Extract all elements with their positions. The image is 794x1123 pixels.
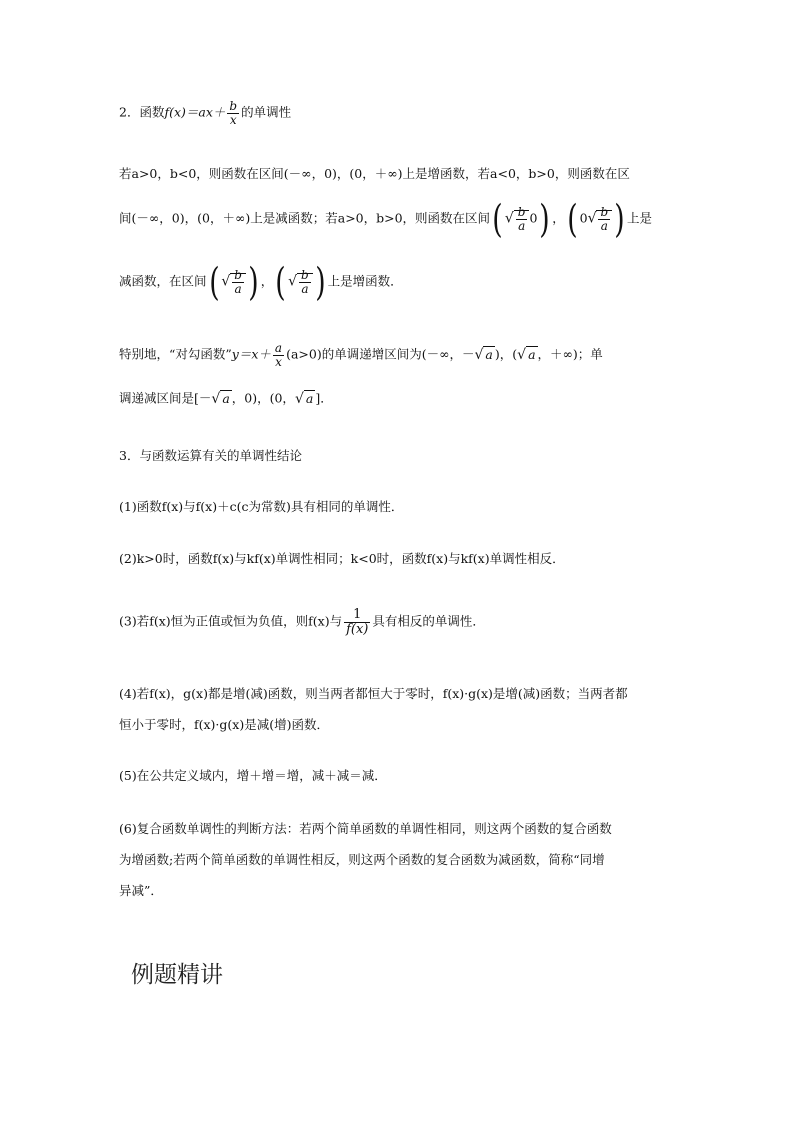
right-paren: ) xyxy=(248,260,259,304)
item-5: (5)在公共定义域内，增＋增＝增，减＋减＝减． xyxy=(119,768,387,783)
section-3-title: 3．与函数运算有关的单调性结论 xyxy=(119,448,302,463)
line-text: 减函数，在区间 xyxy=(119,273,207,289)
separator: ， xyxy=(552,210,565,226)
line-text: 特别地，“对勾函数” xyxy=(119,346,232,362)
item-6-line-1: (6)复合函数单调性的判断方法：若两个简单函数的单调性相同，则这两个函数的复合函数 xyxy=(119,821,612,836)
sqrt-numerator: b xyxy=(600,204,609,219)
paragraph-1-line-1: 若a>0，b<0，则函数在区间(－∞，0)，(0，＋∞)上是增函数，若a<0，b>0，则函数在区 xyxy=(119,166,630,181)
sqrt-numerator: b xyxy=(517,204,526,219)
line-text: 间(－∞，0)，(0，＋∞)上是减函数；若a>0，b>0，则函数在区间 xyxy=(119,210,491,226)
line-text: (3)若f(x)恒为正值或恒为负值，则f(x)与 xyxy=(119,613,343,629)
hook-function-expression: y＝x＋ xyxy=(231,346,271,362)
item-1: (1)函数f(x)与f(x)＋c(c为常数)具有相同的单调性． xyxy=(119,499,404,514)
sqrt-b-over-a: √ $\frac{b}{a}$ xyxy=(588,206,613,232)
fraction-b-over-x xyxy=(227,100,239,126)
fraction-a-over-x xyxy=(273,342,284,368)
left-paren: ( xyxy=(275,260,286,304)
line-text: 上是 xyxy=(627,210,653,226)
fraction-numerator: b xyxy=(229,99,238,113)
paragraph-1-line-3 xyxy=(119,260,403,304)
right-paren: ) xyxy=(314,260,326,304)
right-paren: ) xyxy=(539,197,551,241)
sqrt-numerator: b xyxy=(301,267,309,282)
line-text: )，( xyxy=(494,346,518,362)
sqrt-denominator: a xyxy=(598,219,610,233)
sqrt-radicand: a xyxy=(305,391,314,406)
separator: ， xyxy=(260,273,274,289)
fraction-denominator: x xyxy=(227,113,239,127)
sqrt-b-over-a: √ $\frac{b}{a}$ xyxy=(221,269,246,295)
sqrt-a: √ a xyxy=(211,391,230,407)
section-2-label: 2．函数 xyxy=(119,104,165,120)
fraction-denominator: x xyxy=(273,355,284,369)
left-paren: ( xyxy=(208,260,220,304)
fraction-numerator: a xyxy=(274,341,283,355)
interval-start: 0 xyxy=(579,210,588,226)
line-text: 调递减区间是[－ xyxy=(119,390,212,406)
section-2-suffix: 的单调性 xyxy=(241,104,292,120)
line-text: ，0)，(0， xyxy=(231,390,295,406)
sqrt-radicand: a xyxy=(222,391,230,406)
section-2-title xyxy=(119,100,291,126)
line-text: 具有相反的单调性． xyxy=(372,613,485,629)
sqrt-denominator: a xyxy=(299,282,311,296)
item-2: (2)k>0时，函数f(x)与kf(x)单调性相同；k<0时，函数f(x)与kf(x)单调性相反． xyxy=(119,551,565,566)
item-4-line-1: (4)若f(x)，g(x)都是增(减)函数，则当两者都恒大于零时，f(x)·g(x)是增(减)函数；当两者都 xyxy=(119,686,628,701)
left-paren: ( xyxy=(567,197,578,241)
sqrt-a: √ a xyxy=(517,347,536,364)
sqrt-a: √ a xyxy=(294,391,314,407)
sqrt-radicand: a xyxy=(528,347,536,363)
special-note-line-2 xyxy=(119,392,333,406)
line-text: ，＋∞)；单 xyxy=(537,346,603,362)
sqrt-b-over-a: √ $\frac{b}{a}$ xyxy=(288,269,313,295)
line-text: 上是增函数． xyxy=(327,273,403,289)
left-paren: ( xyxy=(492,197,503,241)
line-text: ]． xyxy=(315,390,333,406)
special-note-line-1 xyxy=(119,342,603,368)
fraction-denominator: f(x) xyxy=(346,621,369,637)
item-6-line-3: 异减”． xyxy=(119,883,163,898)
item-4-line-2: 恒小于零时，f(x)·g(x)是减(增)函数． xyxy=(119,717,329,732)
paragraph-1-line-2 xyxy=(119,197,653,241)
sqrt-radicand: a xyxy=(485,347,493,363)
item-3 xyxy=(119,608,485,636)
right-paren: ) xyxy=(614,197,625,241)
interval-end: 0 xyxy=(529,210,538,226)
sqrt-b-over-a: √ $\frac{b}{a}$ xyxy=(505,206,530,232)
function-expression: f(x)＝ax＋ xyxy=(164,104,226,120)
fraction-one-over-fx xyxy=(344,608,370,636)
line-text: (a>0)的单调递增区间为(－∞，－ xyxy=(286,346,475,362)
sqrt-denominator: a xyxy=(516,219,528,233)
fraction-numerator: 1 xyxy=(353,607,362,622)
item-6-line-2: 为增函数;若两个简单函数的单调性相反，则这两个函数的复合函数为减函数，简称“同增 xyxy=(119,852,605,867)
example-heading: 例题精讲 xyxy=(131,962,223,988)
sqrt-denominator: a xyxy=(232,282,244,296)
sqrt-a: √ a xyxy=(474,347,493,364)
sqrt-numerator: b xyxy=(234,267,242,282)
